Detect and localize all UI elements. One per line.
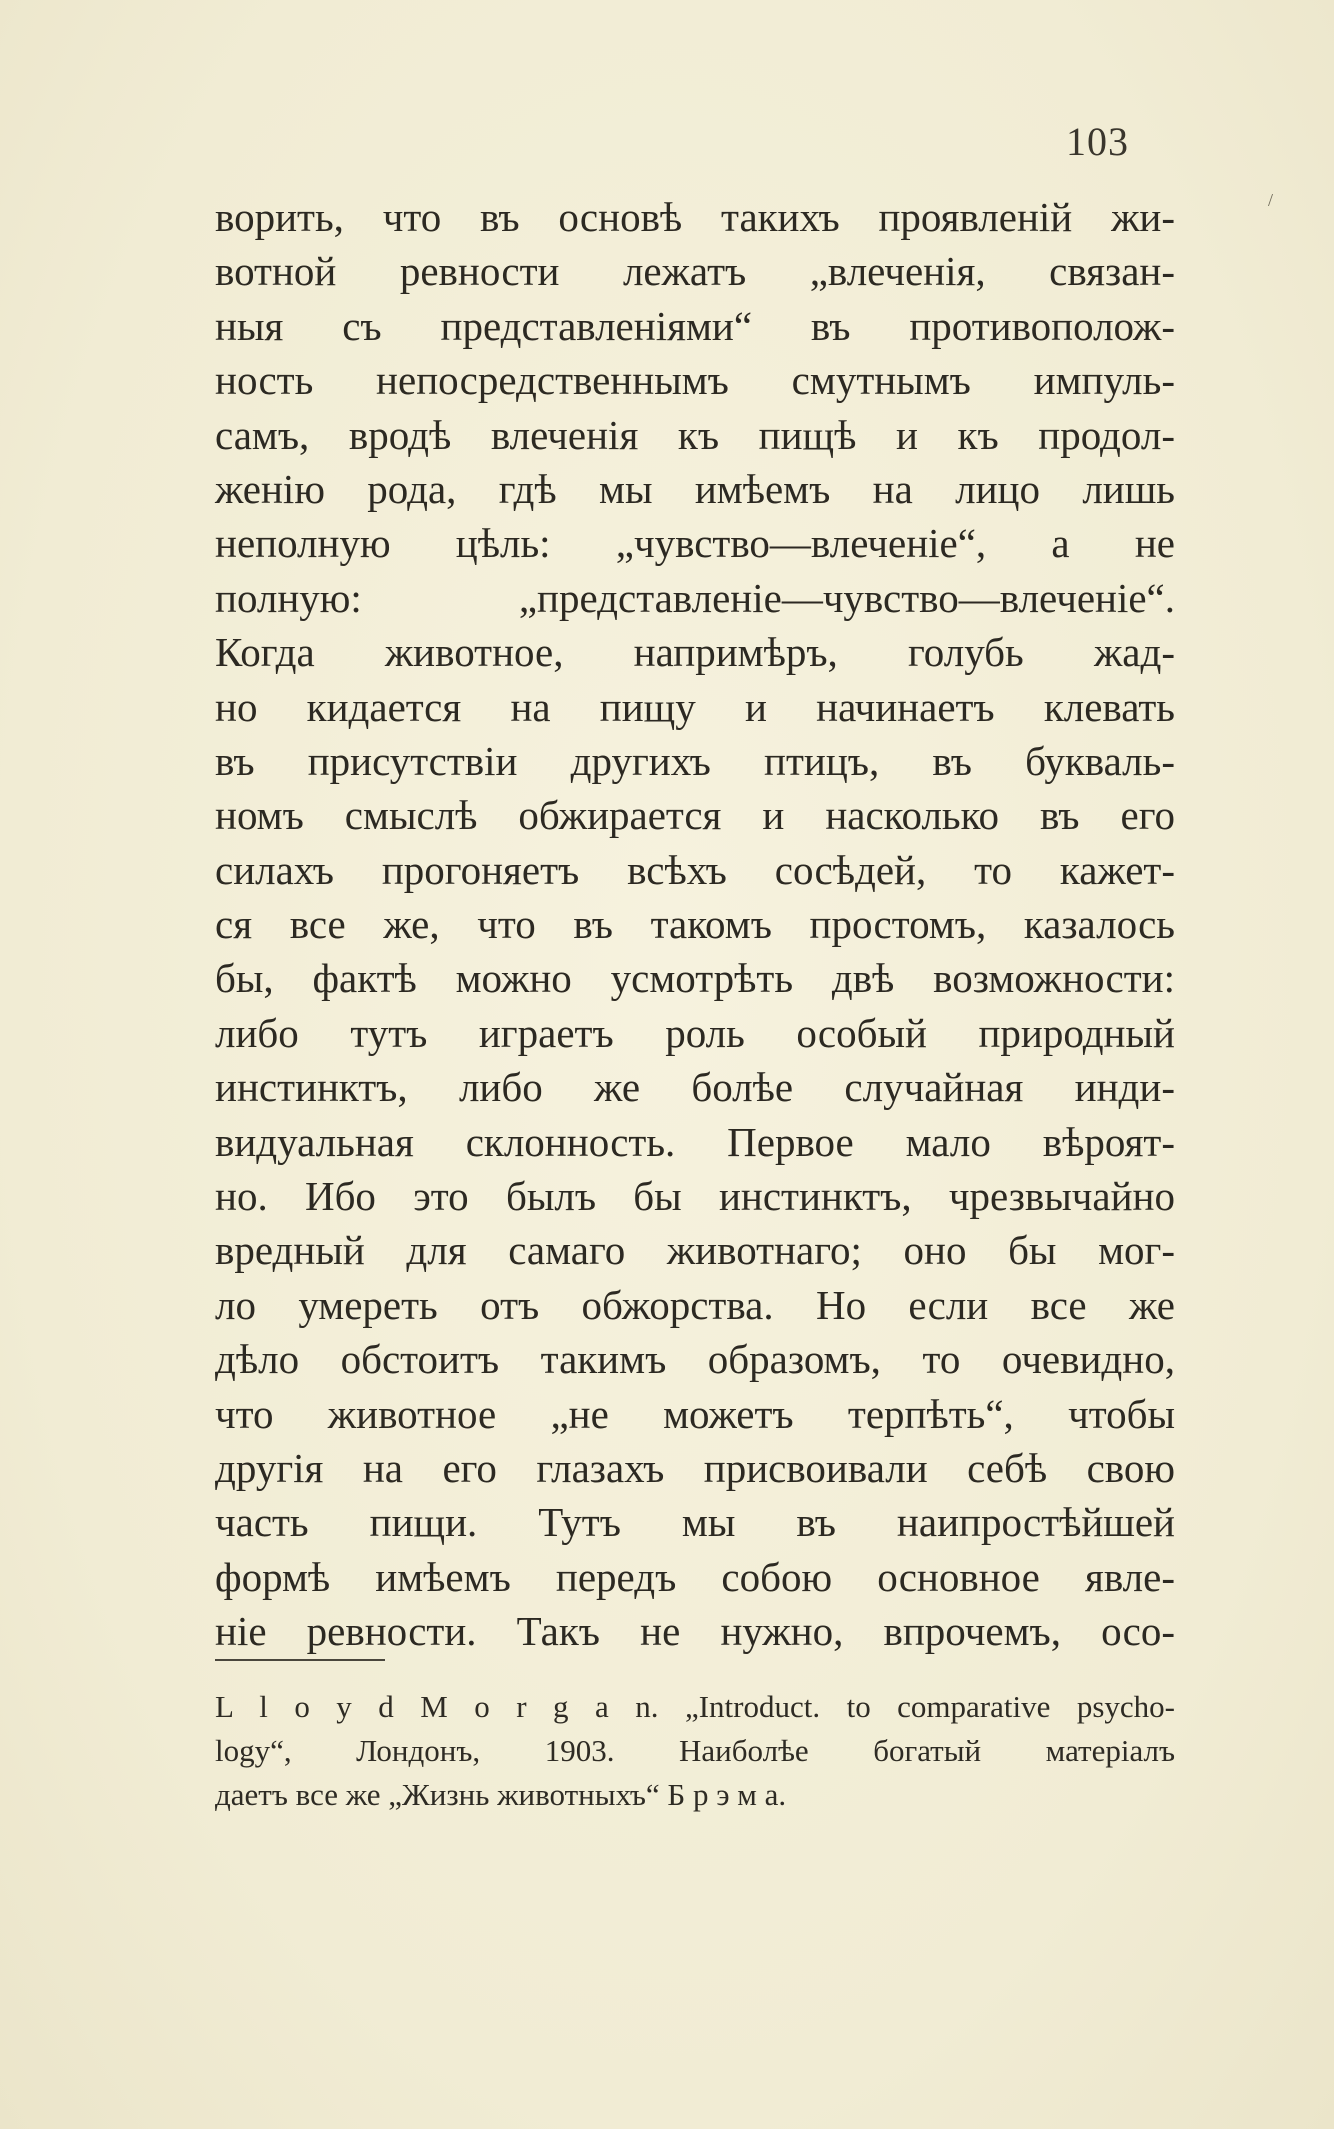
text-line: бы, фактѣ можно усмотрѣть двѣ возможности: (215, 955, 1175, 1002)
text-line: вотной ревности лежатъ „влеченія, связан- (215, 248, 1175, 295)
text-line: либо тутъ играетъ роль особый природный (215, 1009, 1175, 1056)
text-line: но кидается на пищу и начинаетъ клевать (215, 683, 1175, 730)
text-line: ныя съ представленіями“ въ противополож- (215, 302, 1175, 349)
text-line: ность непосредственнымъ смутнымъ импуль- (215, 357, 1175, 404)
text-line: самъ, вродѣ влеченія къ пищѣ и къ продол- (215, 411, 1175, 458)
text-line: полную: „представленіе—чувство—влеченіе“. (215, 574, 1175, 621)
text-line: дѣло обстоитъ такимъ образомъ, то очевидно, (215, 1336, 1175, 1383)
text-line: женію рода, гдѣ мы имѣемъ на лицо лишь (215, 465, 1175, 512)
footnote-line: logy“, Лондонъ, 1903. Наиболѣе богатый матеріалъ (215, 1733, 1175, 1768)
text-line: формѣ имѣемъ передъ собою основное явле- (215, 1553, 1175, 1600)
footnote (215, 1685, 1175, 1817)
text-line: но. Ибо это былъ бы инстинктъ, чрезвычайно (215, 1173, 1175, 1220)
text-line: часть пищи. Тутъ мы въ наипростѣйшей (215, 1499, 1175, 1546)
text-line: инстинктъ, либо же болѣе случайная инди- (215, 1064, 1175, 1111)
text-line: ся все же, что въ такомъ простомъ, казалось (215, 901, 1175, 948)
footnote-divider (215, 1659, 385, 1661)
text-line: неполную цѣль: „чувство—влеченіе“, а не (215, 520, 1175, 567)
margin-mark: / (1268, 190, 1274, 210)
text-line: Когда животное, напримѣръ, голубь жад- (215, 629, 1175, 676)
text-line: видуальная склонность. Первое мало вѣроят- (215, 1118, 1175, 1165)
text-line: ворить, что въ основѣ такихъ проявленій жи- (215, 194, 1175, 240)
text-line: вредный для самаго животнаго; оно бы мог- (215, 1227, 1175, 1274)
footnote-line: L l o y d M o r g a n. „Introduct. to comparative psycho- (215, 1689, 1175, 1724)
page-number: 103 (1066, 119, 1129, 164)
body-text (215, 190, 1175, 1659)
text-line: ніе ревности. Такъ не нужно, впрочемъ, осо- (215, 1608, 1175, 1655)
text-line: ло умереть отъ обжорства. Но если все же (215, 1281, 1175, 1328)
text-line: силахъ прогоняетъ всѣхъ сосѣдей, то кажет- (215, 846, 1175, 893)
text-line: что животное „не можетъ терпѣть“, чтобы (215, 1390, 1175, 1437)
footnote-line: даетъ все же „Жизнь животныхъ“ Б р э м а. (215, 1777, 787, 1812)
text-line: номъ смыслѣ обжирается и насколько въ его (215, 792, 1175, 839)
text-line: другія на его глазахъ присвоивали себѣ свою (215, 1444, 1175, 1491)
text-line: въ присутствіи другихъ птицъ, въ букваль- (215, 737, 1175, 784)
